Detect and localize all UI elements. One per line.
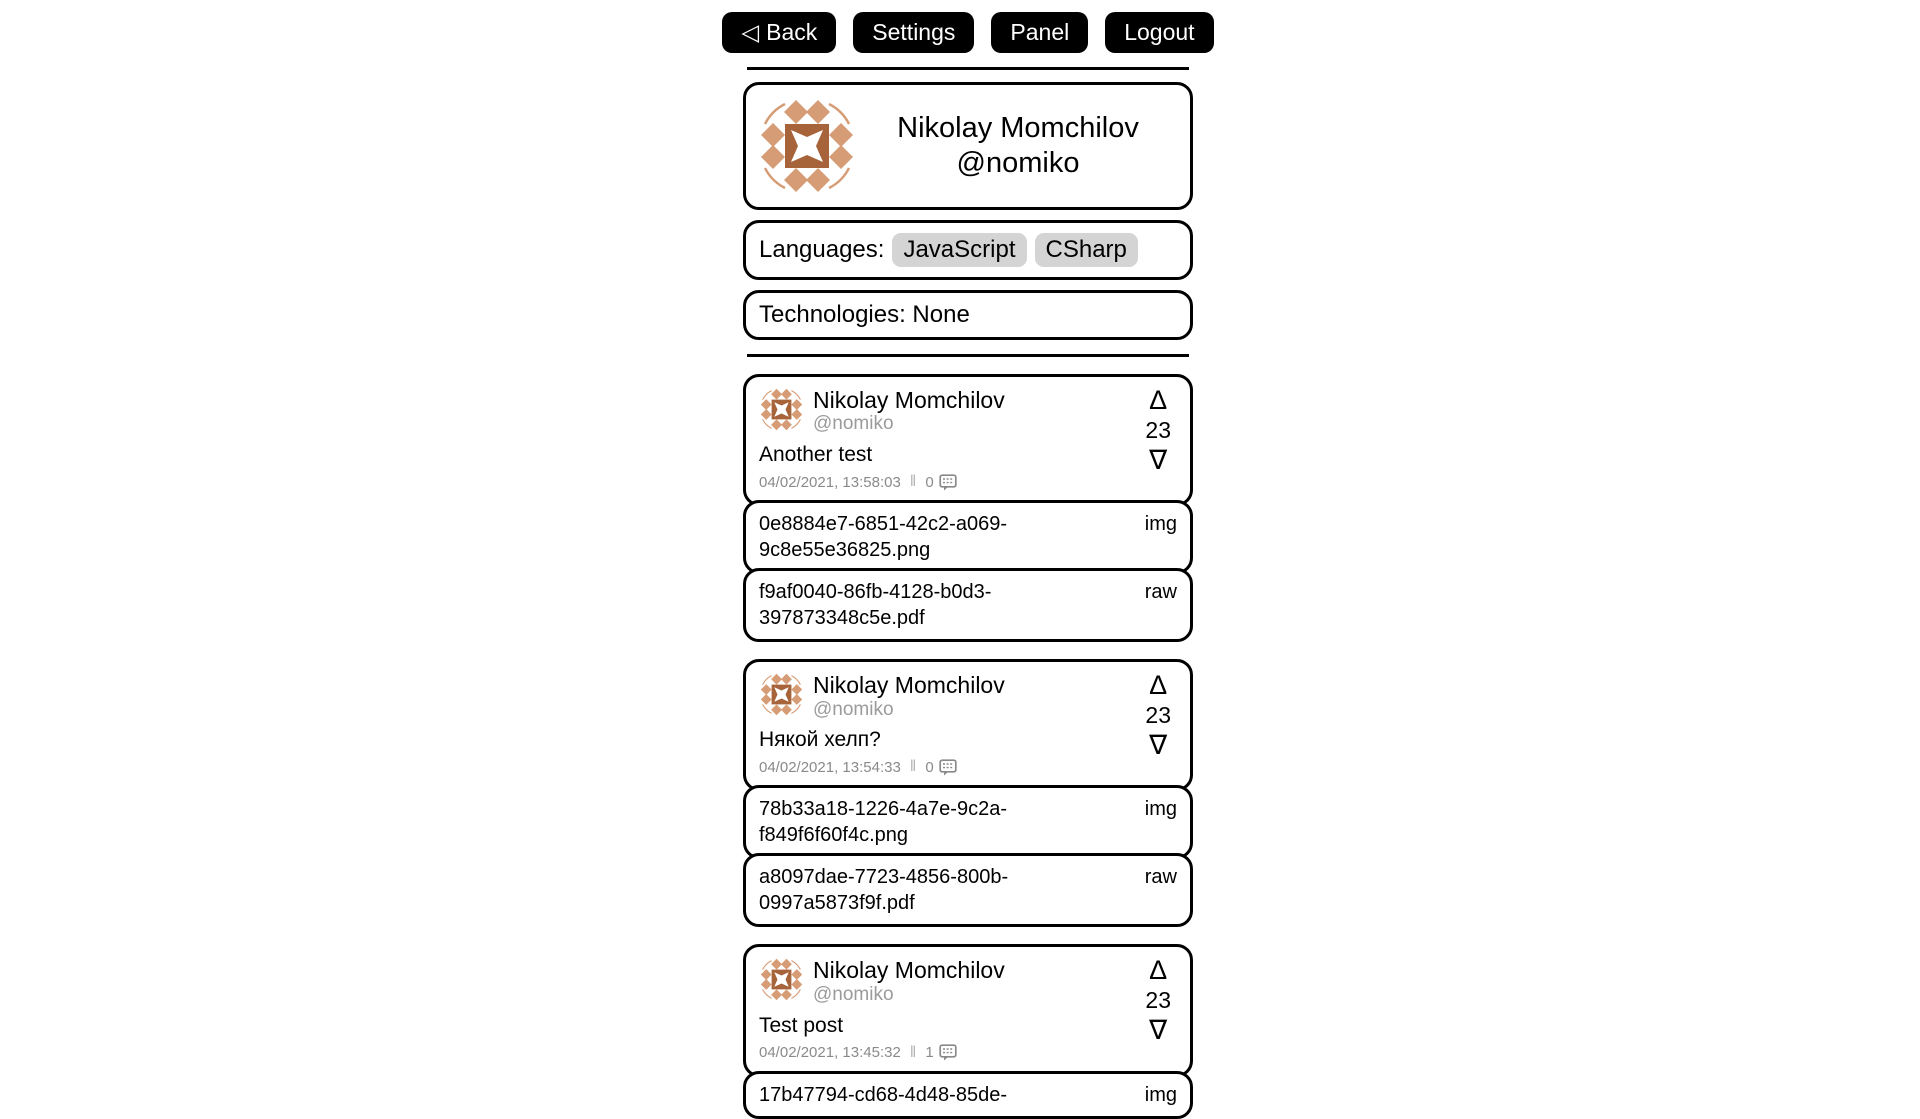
languages-card <box>743 220 1193 280</box>
post-meta <box>759 758 1177 776</box>
comment-count: 0 <box>925 758 934 776</box>
vote-column <box>1145 386 1171 475</box>
back-button-label: Back <box>766 19 818 45</box>
profile-names <box>857 111 1179 181</box>
panel-button[interactable]: Panel <box>991 12 1088 53</box>
attachment-type: img <box>1144 513 1177 536</box>
technologies-label: Technologies: None <box>759 301 970 328</box>
vote-column <box>1145 956 1171 1045</box>
post-author-block <box>813 672 1005 721</box>
post-author: Nikolay Momchilov <box>813 672 1005 699</box>
post-card[interactable] <box>743 944 1193 1076</box>
language-tag: CSharp <box>1035 233 1138 267</box>
back-button[interactable] <box>722 12 836 53</box>
page-content <box>743 0 1193 1119</box>
logout-button[interactable]: Logout <box>1105 12 1213 53</box>
post-header <box>759 957 1177 1006</box>
attachment-filename: a8097dae-7723-4856-800b-0997a5873f9f.pdf <box>759 866 1009 915</box>
post-title: Някой хелп? <box>759 728 881 752</box>
attachment-filename: 17b47794-cd68-4d48-85de- <box>759 1083 1007 1106</box>
post-title: Another test <box>759 443 873 467</box>
top-nav <box>743 12 1193 53</box>
posts-divider <box>747 354 1189 357</box>
vote-count: 23 <box>1145 987 1171 1014</box>
attachment-row[interactable] <box>743 500 1193 574</box>
comment-icon <box>939 474 957 491</box>
post-item <box>743 659 1193 927</box>
vote-column <box>1145 671 1171 760</box>
attachment-type: raw <box>1144 866 1177 889</box>
post-item <box>743 944 1193 1118</box>
comment-count: 0 <box>925 473 934 491</box>
attachment-type: img <box>1144 798 1177 821</box>
technologies-card <box>743 290 1193 340</box>
post-header <box>759 672 1177 721</box>
attachment-row[interactable] <box>743 568 1193 642</box>
settings-button[interactable]: Settings <box>853 12 974 53</box>
attachment-type: raw <box>1144 581 1177 604</box>
post-handle: @nomiko <box>813 698 894 720</box>
post-author: Nikolay Momchilov <box>813 387 1005 413</box>
vote-count: 23 <box>1145 417 1171 443</box>
upvote-button[interactable]: Δ <box>1149 955 1168 986</box>
comment-icon <box>939 759 957 776</box>
attachment-row[interactable] <box>743 853 1193 927</box>
top-divider <box>747 67 1189 70</box>
post-meta <box>759 1044 1177 1062</box>
meta-separator: ‖ <box>909 758 917 776</box>
downvote-button[interactable]: ∇ <box>1149 730 1168 761</box>
post-timestamp: 04/02/2021, 13:45:32 <box>759 1044 901 1062</box>
upvote-button[interactable]: Δ <box>1149 670 1168 701</box>
profile-avatar <box>757 96 857 196</box>
profile-name: Nikolay Momchilov <box>897 112 1139 145</box>
back-arrow-icon: ◁ <box>741 19 760 45</box>
languages-label: Languages: <box>759 236 885 263</box>
attachment-type: img <box>1144 1083 1177 1106</box>
profile-card <box>743 82 1193 210</box>
language-tag: JavaScript <box>892 233 1026 267</box>
attachment-filename: 78b33a18-1226-4a7e-9c2a-f849f6f60f4c.png <box>759 798 1007 847</box>
post-author: Nikolay Momchilov <box>813 957 1005 984</box>
post-header <box>759 387 1177 436</box>
post-author-block <box>813 387 1005 436</box>
post-item <box>743 374 1193 642</box>
post-avatar <box>759 957 804 1002</box>
attachment-filename: 0e8884e7-6851-42c2-a069-9c8e55e36825.png <box>759 513 1007 562</box>
post-card[interactable] <box>743 659 1193 791</box>
comment-count: 1 <box>925 1044 934 1062</box>
downvote-button[interactable]: ∇ <box>1149 1015 1168 1046</box>
post-handle: @nomiko <box>813 413 894 435</box>
post-handle: @nomiko <box>813 983 894 1005</box>
attachment-filename: f9af0040-86fb-4128-b0d3-397873348c5e.pdf <box>759 581 992 630</box>
vote-count: 23 <box>1145 702 1171 729</box>
post-timestamp: 04/02/2021, 13:58:03 <box>759 473 901 491</box>
comment-icon <box>939 1044 957 1061</box>
attachment-row[interactable] <box>743 785 1193 859</box>
post-title: Test post <box>759 1013 844 1037</box>
post-timestamp: 04/02/2021, 13:54:33 <box>759 758 901 776</box>
post-author-block <box>813 957 1005 1006</box>
meta-separator: ‖ <box>909 1043 917 1061</box>
downvote-button[interactable]: ∇ <box>1149 445 1168 475</box>
profile-handle: @nomiko <box>956 147 1080 179</box>
post-avatar <box>759 672 804 717</box>
post-avatar <box>759 387 804 432</box>
meta-separator: ‖ <box>909 473 917 491</box>
attachment-row[interactable] <box>743 1071 1193 1119</box>
post-meta <box>759 473 1177 491</box>
upvote-button[interactable]: Δ <box>1149 385 1168 415</box>
post-card[interactable] <box>743 374 1193 506</box>
